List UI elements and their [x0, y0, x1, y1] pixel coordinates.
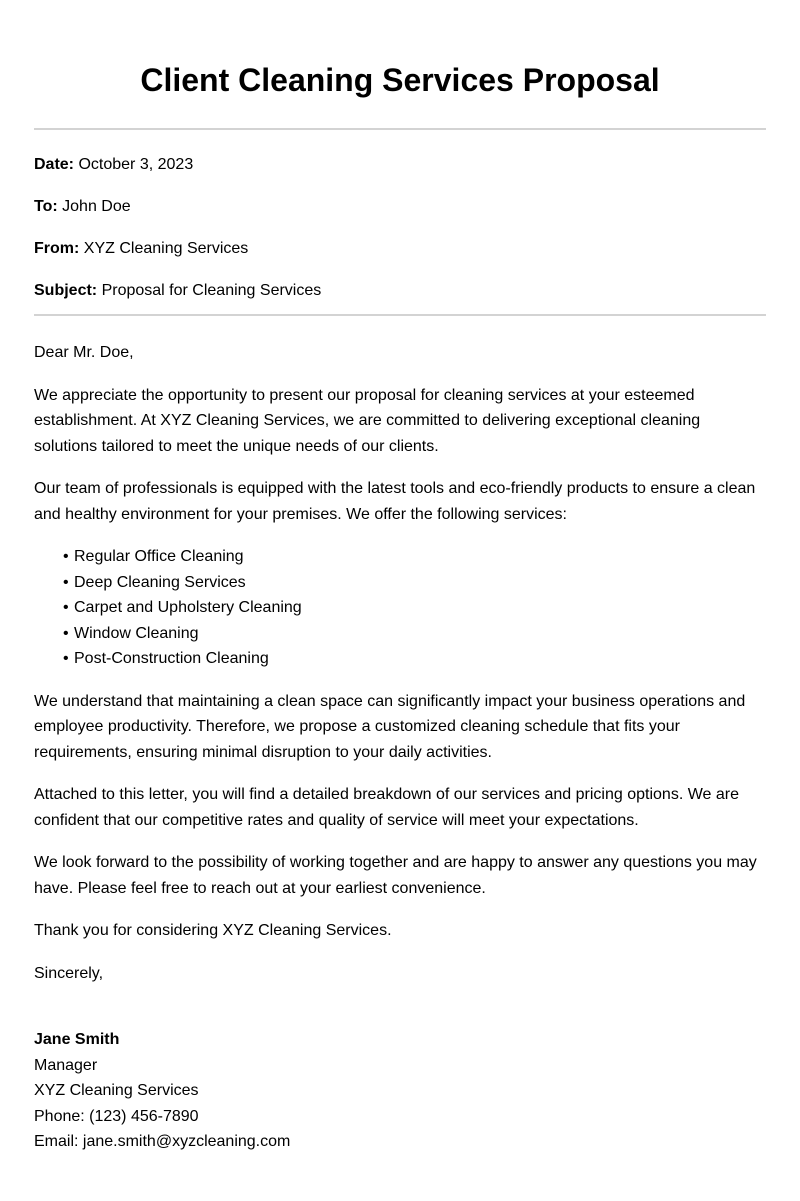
header-divider: [34, 128, 766, 130]
paragraph-team: Our team of professionals is equipped with the latest tools and eco-friendly products to ensure a clean and healthy environment for your premises. We offer the following services:: [34, 480, 756, 523]
list-item: [63, 570, 766, 596]
greeting: Dear Mr. Doe,: [34, 344, 134, 361]
meta-date-label: Date:: [34, 156, 75, 173]
letter-body: [34, 340, 766, 1155]
meta-date-value: October 3, 2023: [78, 156, 194, 173]
paragraph-schedule: We understand that maintaining a clean space can significantly impact your business operations and employee productivity. Therefore, we propose a customized cleaning schedule that fits your requirements, ensuring minimal disruption to your daily activities.: [34, 692, 746, 761]
bullet-icon: •: [63, 599, 69, 616]
services-list: [34, 544, 766, 672]
list-item: [63, 595, 766, 621]
meta-subject-value: Proposal for Cleaning Services: [101, 282, 322, 299]
bullet-icon: •: [63, 624, 69, 642]
service-label: Window Cleaning: [74, 624, 199, 642]
meta-to-value: John Doe: [62, 198, 131, 215]
list-item: [63, 544, 766, 570]
meta-from: [34, 238, 766, 259]
meta-date: [34, 154, 766, 175]
paragraph-followup: We look forward to the possibility of working together and are happy to answer any questions you may have. Please feel free to reach out at your earliest convenience.: [34, 854, 757, 897]
signer-role: Manager: [34, 1056, 98, 1074]
paragraph-intro: We appreciate the opportunity to present our proposal for cleaning services at your esteemed establishment. At XYZ Cleaning Services, we are committed to delivering exceptional cleaning solutions tailored to meet the unique needs of our clients.: [34, 386, 701, 455]
meta-to-label: To:: [34, 198, 58, 215]
signer-company: XYZ Cleaning Services: [34, 1082, 199, 1099]
bullet-icon: •: [63, 548, 69, 565]
meta-from-value: XYZ Cleaning Services: [83, 240, 249, 257]
signer-phone: Phone: (123) 456-7890: [34, 1107, 199, 1125]
signer-name: Jane Smith: [34, 1031, 120, 1048]
list-item: [63, 621, 766, 647]
meta-subject: [34, 280, 766, 301]
page-title: Client Cleaning Services Proposal: [140, 62, 660, 98]
meta-subject-label: Subject:: [34, 282, 98, 299]
service-label: Regular Office Cleaning: [74, 548, 244, 565]
bullet-icon: •: [63, 650, 69, 667]
service-label: Carpet and Upholstery Cleaning: [74, 599, 302, 616]
list-item: [63, 646, 766, 672]
meta-to: [34, 196, 766, 217]
service-label: Deep Cleaning Services: [74, 573, 246, 591]
paragraph-pricing: Attached to this letter, you will find a detailed breakdown of our services and pricing options. We are confident that our competitive rates and quality of service will meet your expectations.: [34, 786, 739, 829]
signature-block: [34, 1027, 766, 1155]
service-label: Post-Construction Cleaning: [74, 650, 269, 667]
signer-email: Email: jane.smith@xyzcleaning.com: [34, 1133, 291, 1150]
closing: Sincerely,: [34, 964, 104, 982]
paragraph-thanks: Thank you for considering XYZ Cleaning Services.: [34, 922, 392, 939]
letter-meta: [34, 154, 766, 301]
meta-from-label: From:: [34, 240, 80, 257]
meta-divider: [34, 314, 766, 316]
bullet-icon: •: [63, 573, 69, 591]
